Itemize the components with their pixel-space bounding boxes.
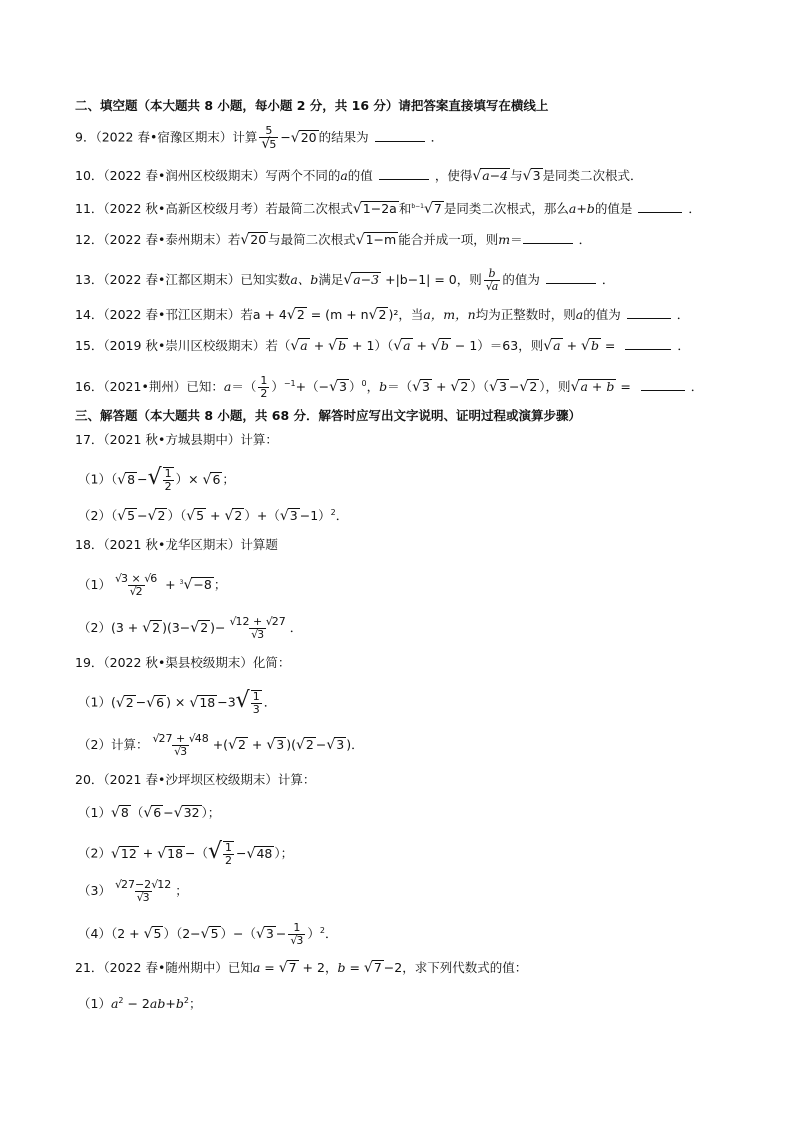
question-12: 12．（2022 春•泰州期末）若√20 与最简二次根式√1−m 能合并成一项，则m＝ ． [75,232,592,248]
question-13: 13．（2022 春•江都区期末）已知实数a、b满足√a−3 +|b−1| = 0，则 $\frac{b}{√a}$ 的值为 ． [75,267,615,293]
question-19-part-1: （1）(√2 −√6 ) × √18 −3√ $\frac{1}{3}$ ． [78,687,277,716]
answer-blank[interactable] [638,200,682,213]
question-17-part-1: （1）（√8 −√ $\frac{1}{2}$ ）× √6 ； [78,464,235,493]
answer-blank[interactable] [625,337,671,350]
answer-blank[interactable] [627,306,671,319]
answer-blank[interactable] [379,167,429,180]
question-10: 10．（2022 春•润州区校级期末）写两个不同的a的值 ，使得√a−4 与√3 是同类二次根式． [75,168,643,184]
question-11: 11．（2022 秋•高新区校级月考）若最简二次根式√1−2a 和$^{b-1}$√7 是同类二次根式，那么a+b的值是 ． [75,201,701,218]
section-2-title: 二、填空题（本大题共 8 小题，每小题 2 分，共 16 分）请把答案直接填写在横线上 [75,98,549,113]
question-15: 15．（2019 秋•崇川区校级期末）若（√a + √b + 1）（√a + √b − 1）＝63，则√a + √b = ． [75,338,690,354]
question-21-head: 21．（2022 春•随州期中）已知a = √7 + 2，b = √7 −2，求下列代数式的值： [75,960,528,976]
question-9: 9．（2022 春•宿豫区期末）计算 $\frac{5}{√5}$ −√20 的结果为 ． [75,124,444,152]
question-20-part-3: （3） $\frac{√27-2√12}{√3}$ ； [78,878,188,904]
question-19-head: 19．（2022 秋•渠县校级期末）化简： [75,655,291,670]
question-18-head: 18．（2021 秋•龙华区期末）计算题 [75,537,278,552]
fraction: $\frac{5}{√5}$ [261,124,277,152]
question-16: 16．（2021•荆州）已知：a＝（ $\frac{1}{2}$ ）$^{-1}$+（−√3 ）$^0$，b＝（√3 + √2 ）（√3 −√2 ），则√a + b = ． [75,374,704,400]
question-17-part-2: （2）（√5 −√2 ）（√5 + √2 ）$+(√3 -1)^2$． [78,508,349,525]
question-20-part-4: （4）（2 + √5 ）（2−√5 ）−（√3 − $\frac{1}{√3}$ ）$^2$． [78,921,338,947]
answer-blank[interactable] [546,271,596,284]
question-18-part-1: （1） $\frac{√3 \times √6}{√2}$ + $^3$√−8 ； [78,572,227,598]
question-17-head: 17．（2021 秋•方城县期中）计算： [75,432,278,447]
section-3-title: 三、解答题（本大题共 8 小题，共 68 分．解答时应写出文字说明、证明过程或演算步骤） [75,408,582,423]
question-20-part-1: （1）√8 （√6 −√32 ）； [78,805,221,821]
answer-blank[interactable] [641,378,685,391]
question-21-part-1: $(1)a^2 - 2ab+b^2$； [78,996,202,1012]
question-18-part-2: （2）(3 + √2 )(3−√2 )− $\frac{√12 + √27}{√3}$ ． [78,615,303,641]
question-20-part-2: （2）√12 + √18 −（√ $\frac{1}{2}$ −√48 ）； [78,838,294,867]
question-14: 14．（2022 春•邗江区期末）若a + 4√2 = (m + n√2 )²，当a，m，n均为正整数时，则a的值为 ． [75,307,690,323]
answer-blank[interactable] [523,231,573,244]
question-19-part-2: （2）计算： $\frac{√27 + √48}{√3}$ +(√2 + √3 )(√2 −√3 )． [78,732,364,758]
question-20-head: 20．（2021 春•沙坪坝区校级期末）计算： [75,772,316,787]
answer-blank[interactable] [375,129,425,142]
